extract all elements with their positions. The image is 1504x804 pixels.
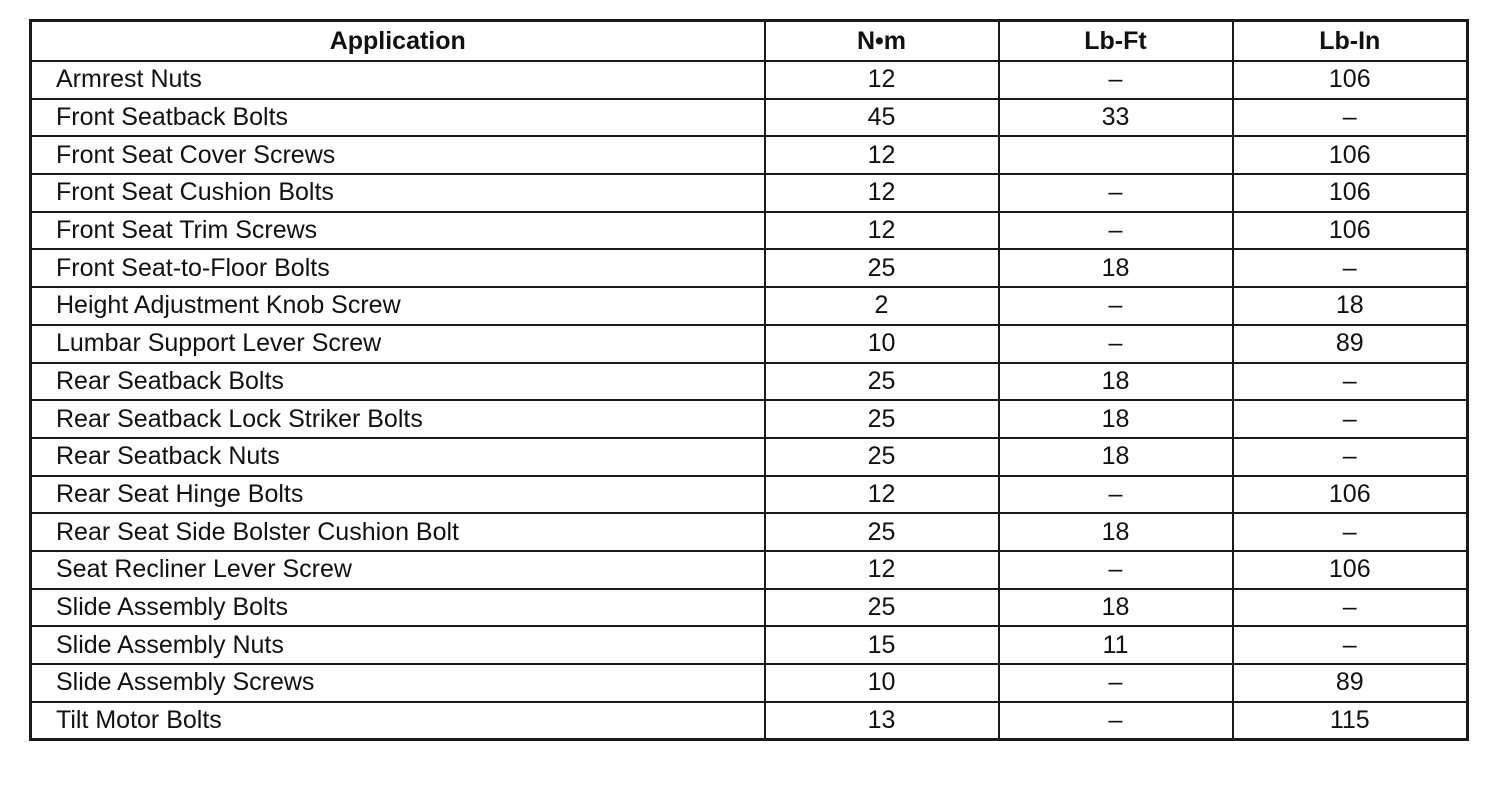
lbin-value-cell: 89 bbox=[1233, 664, 1468, 702]
lbin-value-cell: – bbox=[1233, 249, 1468, 287]
table-row bbox=[31, 136, 1468, 174]
nm-value-cell: 12 bbox=[765, 551, 999, 589]
nm-value-cell: 25 bbox=[765, 438, 999, 476]
lbft-value-cell: – bbox=[999, 212, 1233, 250]
nm-value-cell: 12 bbox=[765, 136, 999, 174]
application-cell: Height Adjustment Knob Screw bbox=[31, 287, 765, 325]
lbin-value-cell: – bbox=[1233, 626, 1468, 664]
column-header-nm: N•m bbox=[765, 21, 999, 62]
application-cell: Rear Seatback Nuts bbox=[31, 438, 765, 476]
lbft-value-cell: 33 bbox=[999, 99, 1233, 137]
application-cell: Armrest Nuts bbox=[31, 61, 765, 99]
table-row bbox=[31, 174, 1468, 212]
table-body bbox=[31, 61, 1468, 740]
nm-value-cell: 12 bbox=[765, 174, 999, 212]
lbin-value-cell: 106 bbox=[1233, 476, 1468, 514]
lbin-value-cell: – bbox=[1233, 513, 1468, 551]
lbft-value-cell: – bbox=[999, 174, 1233, 212]
lbft-value-cell: 18 bbox=[999, 513, 1233, 551]
lbft-value-cell: 18 bbox=[999, 589, 1233, 627]
lbin-value-cell: 89 bbox=[1233, 325, 1468, 363]
table-row bbox=[31, 287, 1468, 325]
nm-value-cell: 25 bbox=[765, 363, 999, 401]
table-row bbox=[31, 476, 1468, 514]
application-cell: Lumbar Support Lever Screw bbox=[31, 325, 765, 363]
table-row bbox=[31, 99, 1468, 137]
nm-value-cell: 12 bbox=[765, 476, 999, 514]
lbft-value-cell: 18 bbox=[999, 438, 1233, 476]
table-row bbox=[31, 551, 1468, 589]
application-cell: Front Seat-to-Floor Bolts bbox=[31, 249, 765, 287]
column-header-lbin: Lb-In bbox=[1233, 21, 1468, 62]
lbft-value-cell bbox=[999, 136, 1233, 174]
nm-value-cell: 25 bbox=[765, 513, 999, 551]
application-cell: Front Seatback Bolts bbox=[31, 99, 765, 137]
nm-value-cell: 2 bbox=[765, 287, 999, 325]
application-cell: Slide Assembly Screws bbox=[31, 664, 765, 702]
lbin-value-cell: – bbox=[1233, 363, 1468, 401]
nm-value-cell: 25 bbox=[765, 400, 999, 438]
application-cell: Rear Seat Hinge Bolts bbox=[31, 476, 765, 514]
lbin-value-cell: 106 bbox=[1233, 61, 1468, 99]
nm-value-cell: 15 bbox=[765, 626, 999, 664]
column-header-application: Application bbox=[31, 21, 765, 62]
table-row bbox=[31, 61, 1468, 99]
lbin-value-cell: 18 bbox=[1233, 287, 1468, 325]
lbin-value-cell: 106 bbox=[1233, 174, 1468, 212]
nm-value-cell: 45 bbox=[765, 99, 999, 137]
application-cell: Front Seat Cover Screws bbox=[31, 136, 765, 174]
lbft-value-cell: 18 bbox=[999, 249, 1233, 287]
table-row bbox=[31, 249, 1468, 287]
nm-value-cell: 25 bbox=[765, 589, 999, 627]
application-cell: Front Seat Cushion Bolts bbox=[31, 174, 765, 212]
lbin-value-cell: – bbox=[1233, 438, 1468, 476]
fastener-torque-table bbox=[29, 19, 1469, 741]
lbft-value-cell: – bbox=[999, 287, 1233, 325]
nm-value-cell: 12 bbox=[765, 61, 999, 99]
table-row bbox=[31, 438, 1468, 476]
lbft-value-cell: 18 bbox=[999, 363, 1233, 401]
nm-value-cell: 12 bbox=[765, 212, 999, 250]
lbft-value-cell: 11 bbox=[999, 626, 1233, 664]
nm-value-cell: 13 bbox=[765, 702, 999, 740]
lbft-value-cell: – bbox=[999, 476, 1233, 514]
column-header-lbft: Lb-Ft bbox=[999, 21, 1233, 62]
table-row bbox=[31, 363, 1468, 401]
application-cell: Slide Assembly Bolts bbox=[31, 589, 765, 627]
application-cell: Tilt Motor Bolts bbox=[31, 702, 765, 740]
table-row bbox=[31, 400, 1468, 438]
application-cell: Rear Seat Side Bolster Cushion Bolt bbox=[31, 513, 765, 551]
lbin-value-cell: 106 bbox=[1233, 212, 1468, 250]
table-header-row bbox=[31, 21, 1468, 62]
lbft-value-cell: 18 bbox=[999, 400, 1233, 438]
nm-value-cell: 10 bbox=[765, 664, 999, 702]
lbft-value-cell: – bbox=[999, 61, 1233, 99]
table-row bbox=[31, 626, 1468, 664]
lbin-value-cell: 115 bbox=[1233, 702, 1468, 740]
application-cell: Rear Seatback Bolts bbox=[31, 363, 765, 401]
nm-value-cell: 25 bbox=[765, 249, 999, 287]
application-cell: Front Seat Trim Screws bbox=[31, 212, 765, 250]
application-cell: Rear Seatback Lock Striker Bolts bbox=[31, 400, 765, 438]
lbft-value-cell: – bbox=[999, 325, 1233, 363]
lbft-value-cell: – bbox=[999, 702, 1233, 740]
table-row bbox=[31, 513, 1468, 551]
lbin-value-cell: 106 bbox=[1233, 136, 1468, 174]
table-row bbox=[31, 664, 1468, 702]
application-cell: Slide Assembly Nuts bbox=[31, 626, 765, 664]
lbin-value-cell: – bbox=[1233, 589, 1468, 627]
lbft-value-cell: – bbox=[999, 664, 1233, 702]
application-cell: Seat Recliner Lever Screw bbox=[31, 551, 765, 589]
table-row bbox=[31, 589, 1468, 627]
table-row bbox=[31, 212, 1468, 250]
table-row bbox=[31, 325, 1468, 363]
lbin-value-cell: – bbox=[1233, 400, 1468, 438]
table-row bbox=[31, 702, 1468, 740]
lbin-value-cell: 106 bbox=[1233, 551, 1468, 589]
lbin-value-cell: – bbox=[1233, 99, 1468, 137]
nm-value-cell: 10 bbox=[765, 325, 999, 363]
lbft-value-cell: – bbox=[999, 551, 1233, 589]
